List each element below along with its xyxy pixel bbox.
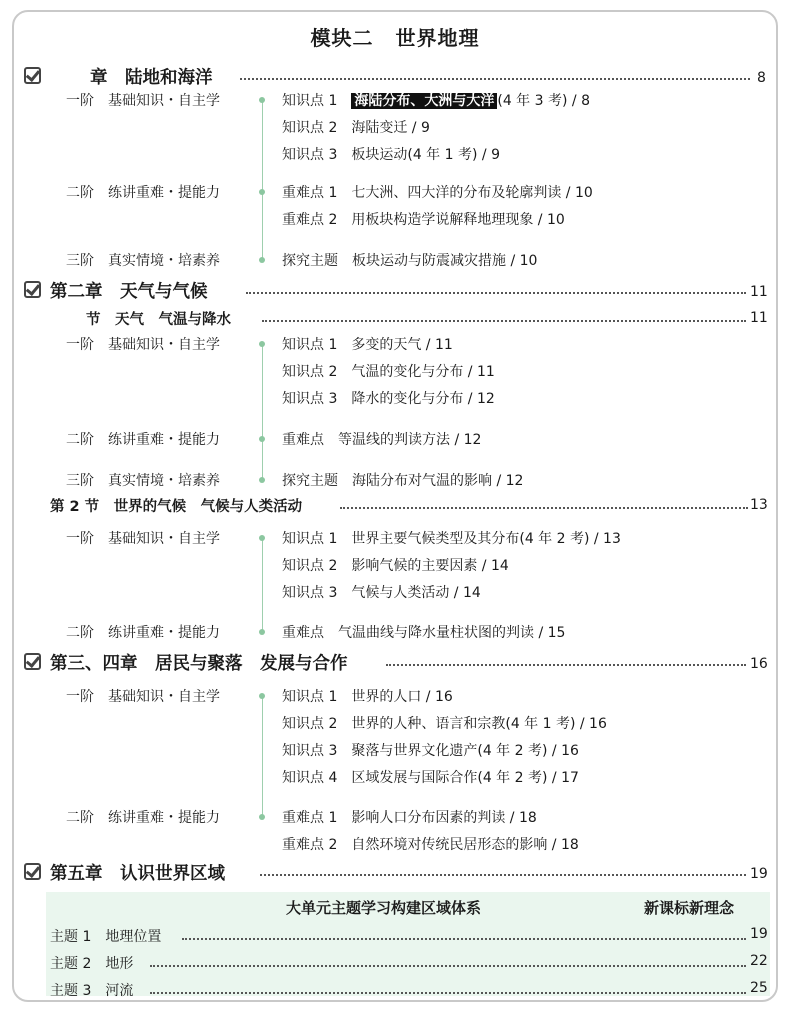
stage-key: 二阶 练讲重难・提能力: [66, 810, 220, 826]
knowledge-point-item[interactable]: 知识点 4 区域发展与国际合作(4 年 2 考) / 17: [282, 770, 579, 786]
bracket-line: [262, 100, 263, 260]
section-2-page[interactable]: 13: [750, 497, 768, 513]
knowledge-point-item[interactable]: 知识点 3 气候与人类活动 / 14: [282, 585, 481, 601]
stage-basic: 一阶 基础知识・自主学: [66, 689, 220, 705]
key-point-item[interactable]: 重难点 1 七大洲、四大洋的分布及轮廓判读 / 10: [282, 185, 593, 201]
unit-topic-item[interactable]: 主题 2 地形: [50, 956, 134, 972]
key-point-item[interactable]: 重难点 2 自然环境对传统民居形态的影响 / 18: [282, 837, 579, 853]
unit-topic-page[interactable]: 25: [750, 980, 768, 996]
unit-tag: 新课标新理念: [644, 899, 735, 917]
module-name: 世界地理: [395, 26, 480, 50]
chapter-1-title[interactable]: 章 陆地和海洋: [90, 68, 213, 88]
stage-basic: 一阶 基础知识・自主学: [66, 93, 220, 109]
section-1-title[interactable]: 节 天气 气温与降水: [86, 312, 231, 328]
checkbox-icon[interactable]: [24, 863, 41, 880]
key-point-item[interactable]: 重难点 等温线的判读方法 / 12: [282, 432, 482, 448]
stage-context: 三阶 真实情境・培素养: [66, 473, 220, 489]
bullet-dot: [259, 436, 265, 442]
knowledge-point-item[interactable]: 知识点 2 影响气候的主要因素 / 14: [282, 558, 509, 574]
leader-dots: [260, 874, 746, 876]
stage-key: 二阶 练讲重难・提能力: [66, 625, 220, 641]
key-point-item[interactable]: 重难点 1 影响人口分布因素的判读 / 18: [282, 810, 537, 826]
chapter-3-title[interactable]: 第三、四章 居民与聚落 发展与合作: [50, 654, 348, 674]
page-title: [0, 22, 790, 51]
chapter-2-title[interactable]: 第二章 天气与气候: [50, 282, 208, 302]
item-label: 知识点 1: [282, 93, 338, 109]
bracket-line: [262, 538, 263, 632]
knowledge-point-item[interactable]: 知识点 3 聚落与世界文化遗产(4 年 2 考) / 16: [282, 743, 579, 759]
bullet-dot: [259, 189, 265, 195]
leader-dots: [150, 965, 746, 967]
section-2-title[interactable]: 第 2 节 世界的气候 气候与人类活动: [50, 499, 303, 515]
chapter-5-title[interactable]: 第五章 认识世界区域: [50, 864, 225, 884]
leader-dots: [246, 292, 746, 294]
stage-basic: 一阶 基础知识・自主学: [66, 531, 220, 547]
leader-dots: [240, 78, 750, 80]
leader-dots: [262, 320, 746, 322]
bullet-dot: [259, 535, 265, 541]
unit-topic-page[interactable]: 22: [750, 953, 768, 969]
unit-topic-item[interactable]: 主题 1 地理位置: [50, 929, 162, 945]
knowledge-point-item[interactable]: 知识点 1 世界的人口 / 16: [282, 689, 453, 705]
key-point-item[interactable]: 重难点 2 用板块构造学说解释地理现象 / 10: [282, 212, 565, 228]
stage-key: 二阶 练讲重难・提能力: [66, 185, 220, 201]
knowledge-point-item[interactable]: [282, 90, 590, 110]
highlighted-text: 海陆分布、大洲与大洋: [351, 93, 497, 109]
checkbox-icon[interactable]: [24, 67, 41, 84]
key-point-item[interactable]: 重难点 气温曲线与降水量柱状图的判读 / 15: [282, 625, 566, 641]
item-tail: (4 年 3 考) / 8: [497, 93, 590, 109]
bracket-line: [262, 696, 263, 816]
checkbox-icon[interactable]: [24, 653, 41, 670]
leader-dots: [182, 938, 746, 940]
knowledge-point-item[interactable]: 知识点 2 海陆变迁 / 9: [282, 120, 430, 136]
module-number: 模块二: [310, 26, 374, 50]
bullet-dot: [259, 257, 265, 263]
section-1-page[interactable]: 11: [750, 310, 768, 326]
chapter-1-page[interactable]: 8: [757, 70, 766, 86]
chapter-5-page[interactable]: 19: [750, 866, 768, 882]
bullet-dot: [259, 629, 265, 635]
stage-context: 三阶 真实情境・培素养: [66, 253, 220, 269]
topic-item[interactable]: 探究主题 板块运动与防震减灾措施 / 10: [282, 253, 538, 269]
leader-dots: [150, 992, 746, 994]
bracket-line: [262, 344, 263, 480]
knowledge-point-item[interactable]: 知识点 2 气温的变化与分布 / 11: [282, 364, 495, 380]
chapter-3-page[interactable]: 16: [750, 656, 768, 672]
unit-title: 大单元主题学习构建区域体系: [286, 899, 482, 917]
chapter-2-page[interactable]: 11: [750, 284, 768, 300]
stage-basic: 一阶 基础知识・自主学: [66, 337, 220, 353]
unit-topic-page[interactable]: 19: [750, 926, 768, 942]
knowledge-point-item[interactable]: 知识点 3 板块运动(4 年 1 考) / 9: [282, 147, 500, 163]
bullet-dot: [259, 341, 265, 347]
bullet-dot: [259, 814, 265, 820]
topic-item[interactable]: 探究主题 海陆分布对气温的影响 / 12: [282, 473, 524, 489]
stage-key: 二阶 练讲重难・提能力: [66, 432, 220, 448]
leader-dots: [340, 507, 748, 509]
unit-topic-item[interactable]: 主题 3 河流: [50, 983, 134, 999]
knowledge-point-item[interactable]: 知识点 1 多变的天气 / 11: [282, 337, 453, 353]
knowledge-point-item[interactable]: 知识点 2 世界的人种、语言和宗教(4 年 1 考) / 16: [282, 716, 607, 732]
leader-dots: [386, 664, 746, 666]
bullet-dot: [259, 477, 265, 483]
knowledge-point-item[interactable]: 知识点 1 世界主要气候类型及其分布(4 年 2 考) / 13: [282, 531, 621, 547]
bullet-dot: [259, 693, 265, 699]
bullet-dot: [259, 97, 265, 103]
knowledge-point-item[interactable]: 知识点 3 降水的变化与分布 / 12: [282, 391, 495, 407]
checkbox-icon[interactable]: [24, 281, 41, 298]
